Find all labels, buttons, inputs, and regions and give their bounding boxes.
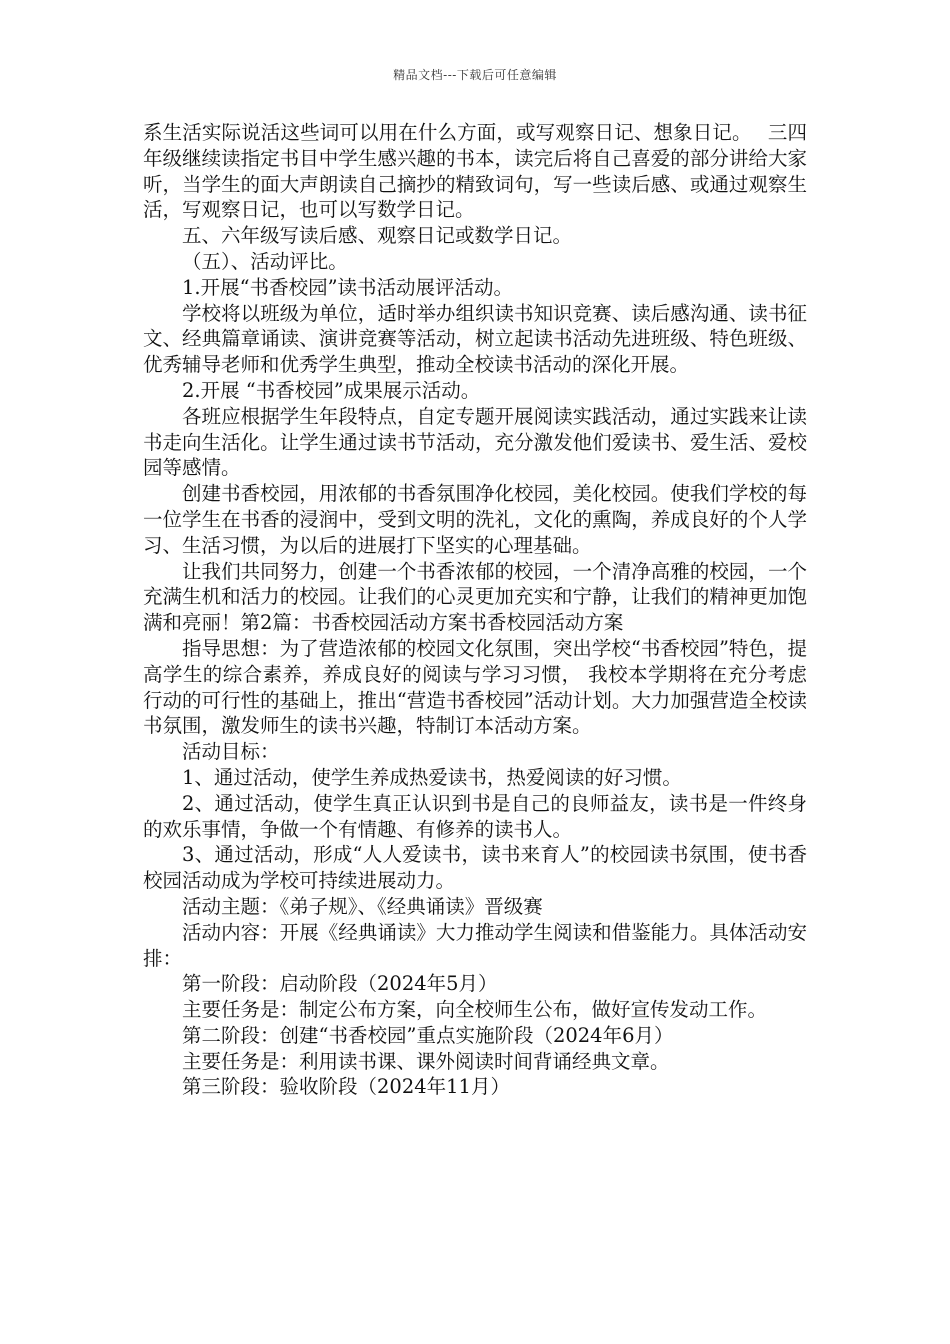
paragraph: 指导思想：为了营造浓郁的校园文化氛围，突出学校“书香校园”特色，提高学生的综合素养，养成良好的阅读与学习习惯， 我校本学期将在充分考虑行动的可行性的基础上，推出“营造书香校园”活动计划。大力加强营造全校读书氛围，激发师生的读书兴趣，特制订本活动方案。 [143, 636, 807, 738]
paragraph: 活动内容：开展《经典诵读》大力推动学生阅读和借鉴能力。具体活动安排： [143, 920, 807, 970]
paragraph: 五、六年级写读后感、观察日记或数学日记。 [182, 224, 573, 248]
paragraph: 2.开展 “书香校园”成果展示活动。 [182, 378, 481, 402]
paragraph: 活动主题：《弟子规》、《经典诵读》晋级赛 [182, 894, 543, 918]
paragraph: 各班应根据学生年段特点，自定专题开展阅读实践活动，通过实践来让读书走向生活化。让学生通过读书节活动，充分激发他们爱读书、爱生活、爱校园等感情。 [143, 404, 807, 480]
paragraph: 活动目标： [182, 740, 280, 764]
paragraph: 3、通过活动，形成“人人爱读书，读书来育人”的校园读书氛围，使书香校园活动成为学校可持续进展动力。 [143, 843, 807, 893]
paragraph: 1.开展“书香校园”读书活动展评活动。 [182, 275, 514, 299]
paragraph: 主要任务是：制定公布方案，向全校师生公布，做好宣传发动工作。 [182, 998, 768, 1022]
paragraph: 主要任务是：利用读书课、课外阅读时间背诵经典文章。 [182, 1049, 670, 1073]
section-heading: （五）、活动评比。 [182, 249, 348, 273]
paragraph: 第三阶段：验收阶段（2024年11月） [182, 1075, 510, 1099]
paragraph: 第二阶段：创建“书香校园”重点实施阶段（2024年6月） [182, 1023, 674, 1047]
paragraph: 让我们共同努力，创建一个书香浓郁的校园，一个清净高雅的校园，一个充满生机和活力的校园。让我们的心灵更加充实和宁静，让我们的精神更加饱满和亮丽！第2篇：书香校园活动方案书香校园活动方案 [143, 559, 807, 635]
document-body [143, 120, 807, 1100]
paragraph: 系生活实际说活这些词可以用在什么方面，或写观察日记、想象日记。 三四年级继续读指定书目中学生感兴趣的书本，读完后将自己喜爱的部分讲给大家听，当学生的面大声朗读自己摘抄的精致词句，写一些读后感、或通过观察生活，写观察日记，也可以写数学日记。 [143, 121, 807, 222]
paragraph: 第一阶段：启动阶段（2024年5月） [182, 972, 498, 996]
paragraph: 2、通过活动，使学生真正认识到书是自己的良师益友，读书是一件终身的欢乐事情，争做一个有情趣、有修养的读书人。 [143, 791, 807, 841]
paragraph: 1、通过活动，使学生养成热爱读书，热爱阅读的好习惯。 [182, 765, 682, 789]
paragraph: 学校将以班级为单位，适时举办组织读书知识竞赛、读后感沟通、读书征文、经典篇章诵读、演讲竞赛等活动，树立起读书活动先进班级、特色班级、优秀辅导老师和优秀学生典型，推动全校读书活动的深化开展。 [143, 301, 807, 377]
paragraph: 创建书香校园，用浓郁的书香氛围净化校园，美化校园。使我们学校的每一位学生在书香的浸润中，受到文明的洗礼，文化的熏陶，养成良好的个人学习、生活习惯，为以后的进展打下坚实的心理基础。 [143, 482, 807, 557]
page-header: 精品文档---下载后可任意编辑 [393, 68, 557, 82]
